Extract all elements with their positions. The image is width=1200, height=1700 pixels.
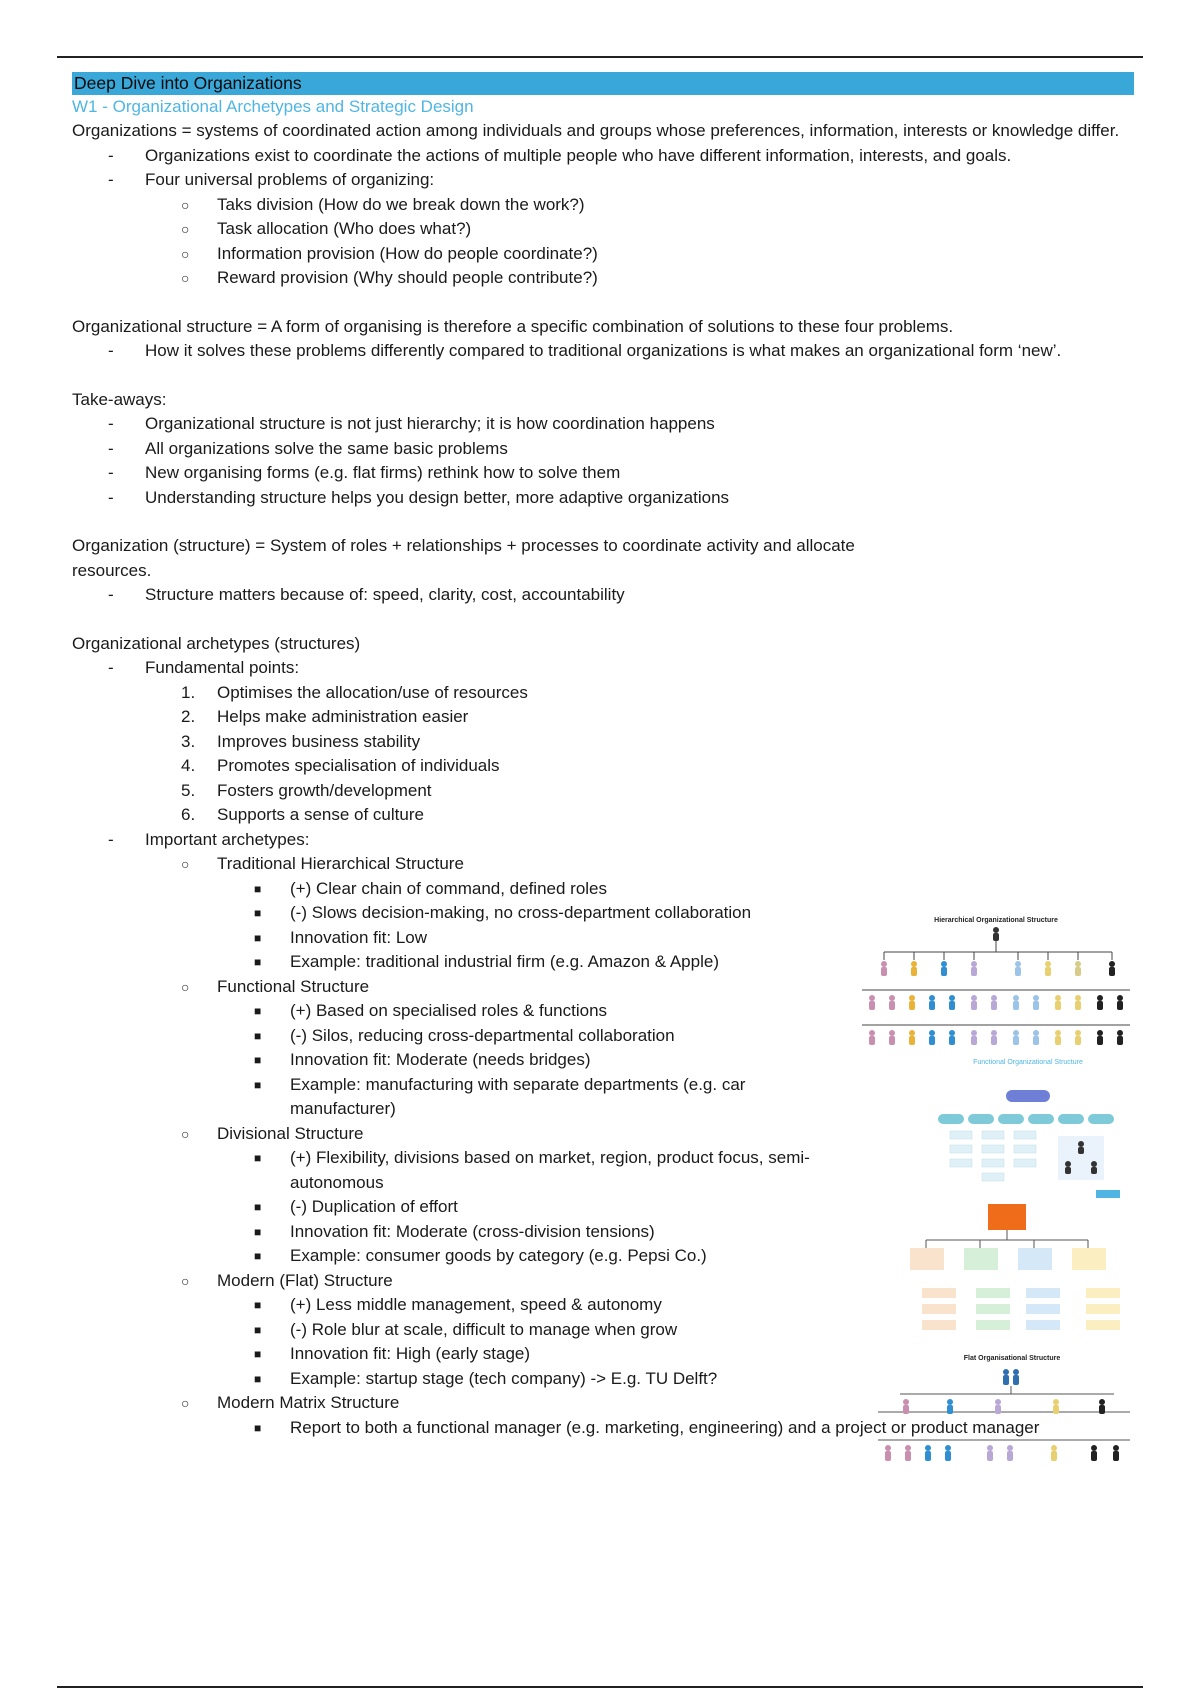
list-item: - Four universal problems of organizing: — [108, 170, 435, 189]
list-item: ■ Innovation fit: Low — [254, 927, 428, 947]
list-item: ■ Example: consumer goods by category (e.g. Pepsi Co.) — [254, 1246, 707, 1265]
list-item: 2. Helps make administration easier — [181, 707, 469, 726]
function-boxes — [950, 1131, 1036, 1181]
list-item: ■ Innovation fit: Moderate (needs bridges) — [254, 1050, 591, 1069]
header-rule — [57, 56, 1143, 58]
page-subtitle: W1 - Organizational Archetypes and Strategic Design — [72, 97, 474, 116]
list-item: 4. Promotes specialisation of individuals — [181, 756, 500, 775]
department-pills — [938, 1114, 1114, 1124]
division-boxes — [910, 1248, 1106, 1270]
archetype-heading: ○ Divisional Structure — [181, 1123, 364, 1143]
page-title: Deep Dive into Organizations — [72, 72, 1134, 95]
list-item: 6. Supports a sense of culture — [181, 805, 424, 824]
list-item: ■ Example: manufacturing with separate departments (e.g. car manufacturer) — [254, 1074, 746, 1118]
person-icon-row — [881, 961, 1115, 976]
functional-structure-diagram — [928, 1056, 1128, 1206]
divisional-structure-diagram — [906, 1200, 1128, 1340]
unit-boxes — [922, 1288, 1120, 1330]
intro-definition: Organizations = systems of coordinated action among individuals and groups whose preferences, information, interests or knowledge differ. — [72, 121, 1120, 140]
list-item: ■ (+) Based on specialised roles & functions — [254, 1001, 608, 1020]
structure-definition: Organizational structure = A form of organising is therefore a specific combination of solutions to these four problems. — [72, 316, 954, 336]
list-item: ■ (+) Clear chain of command, defined roles — [254, 878, 608, 898]
list-item: - Organizations exist to coordinate the actions of multiple people who have different information, interests, and goals. — [108, 145, 1012, 165]
figure-title: Functional Organizational Structure — [973, 1059, 1083, 1066]
list-item: - Structure matters because of: speed, clarity, cost, accountability — [108, 585, 625, 604]
list-item: 1. Optimises the allocation/use of resources — [181, 682, 528, 702]
ceo-box — [988, 1204, 1026, 1230]
takeaways-heading: Take-aways: — [72, 389, 167, 409]
person-icon-row — [885, 1445, 1119, 1461]
list-item: ○ Reward provision (Why should people contribute?) — [181, 268, 598, 287]
chart-box — [1006, 1090, 1050, 1102]
list-item: 5. Fosters growth/development — [181, 780, 432, 800]
list-item: ○ Task allocation (Who does what?) — [181, 219, 472, 238]
archetype-heading: ○ Traditional Hierarchical Structure — [181, 854, 464, 873]
person-icon-row — [869, 1030, 1123, 1045]
list-item: ■ Report to both a functional manager (e.g. marketing, engineering) and a project or product manager — [254, 1417, 1040, 1437]
list-item: 3. Improves business stability — [181, 731, 421, 751]
hierarchical-structure-diagram — [862, 910, 1130, 1060]
list-item: ■ (-) Duplication of effort — [254, 1197, 458, 1216]
list-item: - Important archetypes: — [108, 829, 310, 849]
list-item: ■ Innovation fit: High (early stage) — [254, 1344, 531, 1363]
figure-title: Flat Organisational Structure — [963, 1355, 1061, 1362]
list-item: - All organizations solve the same basic problems — [108, 438, 508, 458]
archetypes-heading: Organizational archetypes (structures) — [72, 633, 361, 653]
list-item: ○ Information provision (How do people coordinate?) — [181, 243, 598, 263]
archetype-heading: ○ Modern (Flat) Structure — [181, 1270, 393, 1290]
figure-title: Hierarchical Organizational Structure — [934, 917, 1058, 924]
list-item: - How it solves these problems differently compared to traditional organizations is what makes an organizational form ‘new’. — [108, 341, 1062, 360]
person-icon-row — [869, 995, 1123, 1010]
list-item: ■ (-) Silos, reducing cross-departmental collaboration — [254, 1025, 675, 1045]
footer-rule — [57, 1686, 1143, 1688]
person-icons — [993, 927, 999, 941]
list-item: ■ Example: startup stage (tech company) -> E.g. TU Delft? — [254, 1368, 718, 1388]
archetype-heading: ○ Functional Structure — [181, 976, 370, 996]
list-item: ○ Taks division (How do we break down the work?) — [181, 194, 585, 214]
organization-definition: Organization (structure) = System of roles + relationships + processes to coordinate activity and allocate resources. — [72, 536, 855, 580]
list-item: - Organizational structure is not just hierarchy; it is how coordination happens — [108, 414, 715, 433]
list-item: ■ Innovation fit: Moderate (cross-division tensions) — [254, 1221, 655, 1241]
flat-structure-diagram — [878, 1350, 1130, 1480]
list-item: ■ (+) Flexibility, divisions based on market, region, product focus, semi-autonomous — [254, 1148, 810, 1192]
list-item: ■ (+) Less middle management, speed & autonomy — [254, 1295, 662, 1314]
list-item: - Understanding structure helps you design better, more adaptive organizations — [108, 487, 730, 507]
list-item: ■ (-) Slows decision-making, no cross-department collaboration — [254, 903, 752, 922]
archetype-heading: ○ Modern Matrix Structure — [181, 1393, 400, 1412]
logo-badge — [1096, 1190, 1120, 1198]
list-item: ■ (-) Role blur at scale, difficult to manage when grow — [254, 1319, 678, 1339]
list-item: ■ Example: traditional industrial firm (e.g. Amazon & Apple) — [254, 952, 719, 971]
list-item: - New organising forms (e.g. flat firms) rethink how to solve them — [108, 463, 621, 482]
list-item: - Fundamental points: — [108, 658, 300, 677]
